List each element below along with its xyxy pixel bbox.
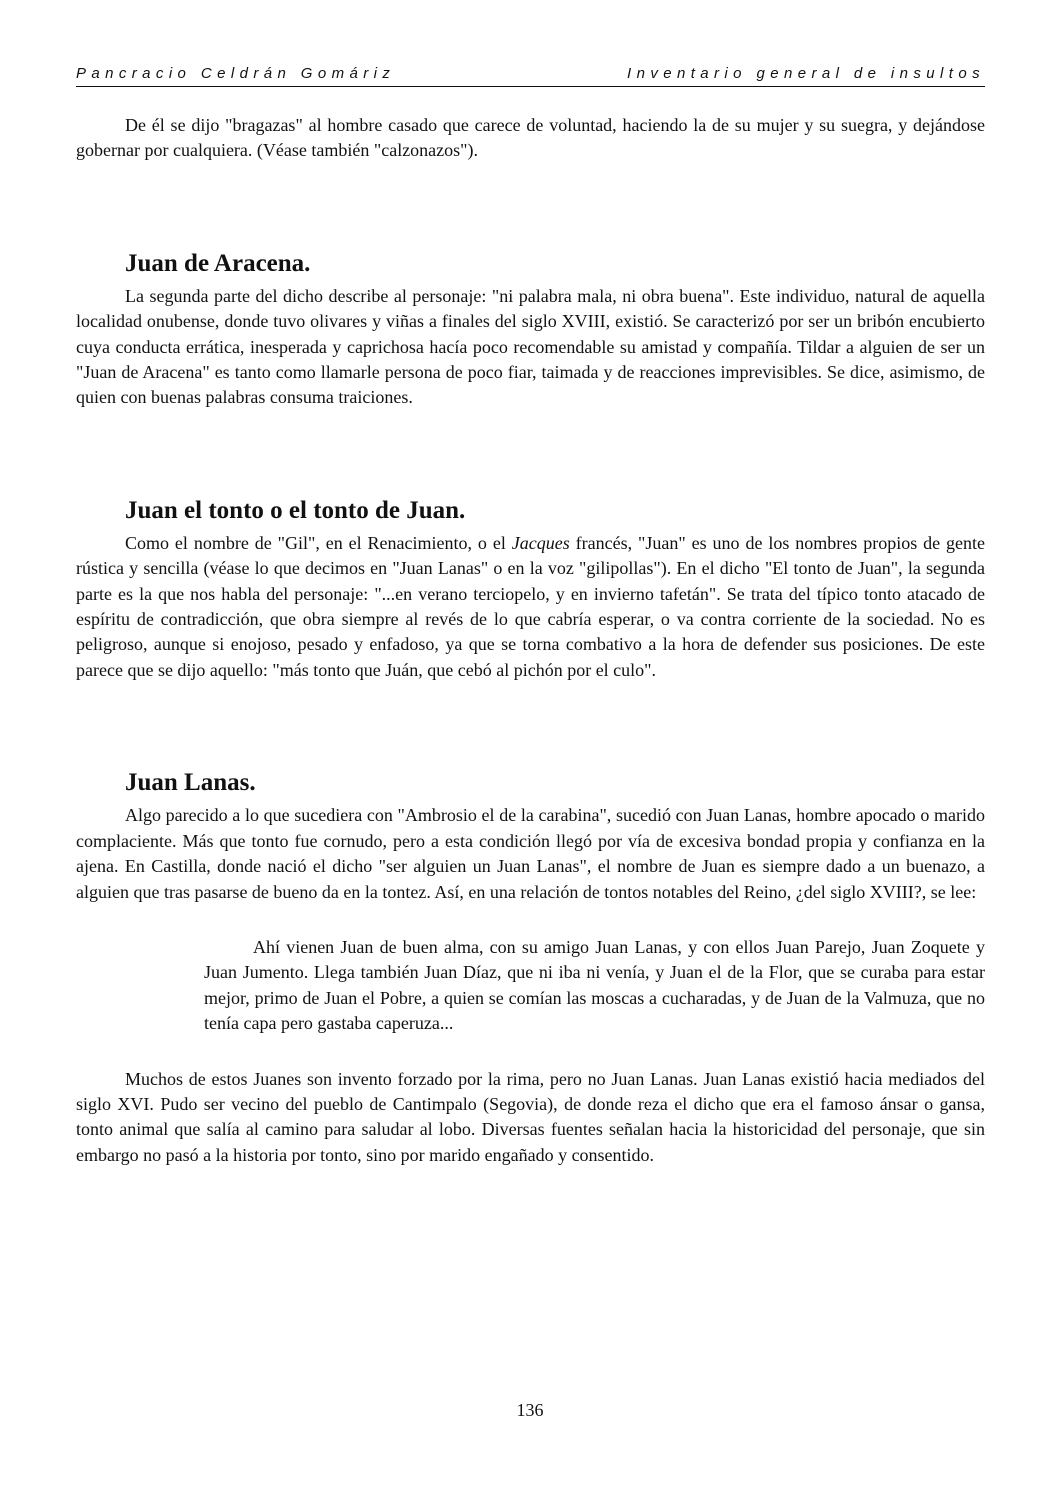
section-paragraph bbox=[76, 531, 985, 683]
section-paragraph: La segunda parte del dicho describe al personaje: "ni palabra mala, ni obra buena". Este individuo, natural de aquella localidad onubense, donde tuvo olivares y viñas a finales del siglo XVIII, existió. Se caracterizó por ser un bribón encubierto cuya conducta errática, inesperada y caprichosa hacía poco recomendable su amistad y compañía. Tildar a alguien de ser un "Juan de Aracena" es tanto como llamarle persona de poco fiar, taimada y de reacciones imprevisibles. Se dice, asimismo, de quien con buenas palabras consuma traiciones. bbox=[76, 285, 985, 408]
section-paragraph: Algo parecido a lo que sucediera con "Ambrosio el de la carabina", sucedió con Juan Lanas, hombre apocado o marido complaciente. Más que tonto fue cornudo, pero a esta condición llegó por vía de excesiva bondad propia y confianza en la ajena. En Castilla, donde nació el dicho "ser alguien un Juan Lanas", el nombre de Juan es siempre dado a un buenazo, a alguien que tras pasarse de bueno da en la tontez. Así, en una relación de tontos notables del Reino, ¿del siglo XVIII?, se lee: bbox=[76, 805, 985, 902]
italic-word: Jacques bbox=[511, 532, 570, 553]
section-heading: Juan de Aracena. bbox=[125, 249, 311, 277]
intro-paragraph: De él se dijo "bragazas" al hombre casado que carece de voluntad, haciendo la de su mujer y su suegra, y dejándose gobernar por cualquiera. (Véase también "calzonazos"). bbox=[76, 115, 985, 161]
header-author: Pancracio Celdrán Gomáriz bbox=[76, 65, 396, 82]
section-juan-lanas bbox=[76, 768, 985, 1168]
section-heading: Juan el tonto o el tonto de Juan. bbox=[125, 496, 466, 524]
page-content bbox=[76, 113, 985, 1168]
section-heading: Juan Lanas. bbox=[125, 769, 256, 797]
section-juan-de-aracena bbox=[76, 249, 985, 411]
header-book-title: Inventario general de insultos bbox=[627, 65, 985, 82]
paragraph-text-before: Como el nombre de "Gil", en el Renacimiento, o el bbox=[125, 532, 512, 553]
running-header bbox=[76, 64, 985, 87]
section-juan-el-tonto bbox=[76, 496, 985, 683]
closing-paragraph: Muchos de estos Juanes son invento forzado por la rima, pero no Juan Lanas. Juan Lanas existió hacia mediados del siglo XVI. Pudo ser vecino del pueblo de Cantimpalo (Segovia), de donde reza el dicho que era el famoso ánsar o gansa, tonto animal que salía al camino para saludar al lobo. Diversas fuentes señalan hacia la historicidad del personaje, que sin embargo no pasó a la historia por tonto, sino por marido engañado y consentido. bbox=[76, 1068, 985, 1165]
paragraph-text-after: francés, "Juan" es uno de los nombres propios de gente rústica y sencilla (véase lo que decimos en "Juan Lanas" o en la voz "gilipollas"). En el dicho "El tonto de Juan", la segunda parte es la que nos habla del personaje: "...en verano terciopelo, y en invierno tafetán". Se trata del típico tonto atacado de espíritu de contradicción, que obra siempre al revés de lo que cabría esperar, o va contra corriente de la sociedad. No es peligroso, aunque si enojoso, pesado y enfadoso, ya que se torna combativo a la hora de defender sus posiciones. De este parece que se dijo aquello: "más tonto que Juán, que cebó al pichón por el culo". bbox=[76, 532, 985, 680]
page-number: 136 bbox=[516, 1400, 544, 1420]
block-quote: Ahí vienen Juan de buen alma, con su amigo Juan Lanas, y con ellos Juan Parejo, Juan Zoquete y Juan Jumento. Llega también Juan Díaz, que ni iba ni venía, y Juan el de la Flor, que se curaba para estar mejor, primo de Juan el Pobre, a quien se comían las moscas a cucharadas, y de Juan de la Valmuza, que no tenía capa pero gastaba caperuza... bbox=[204, 936, 985, 1034]
